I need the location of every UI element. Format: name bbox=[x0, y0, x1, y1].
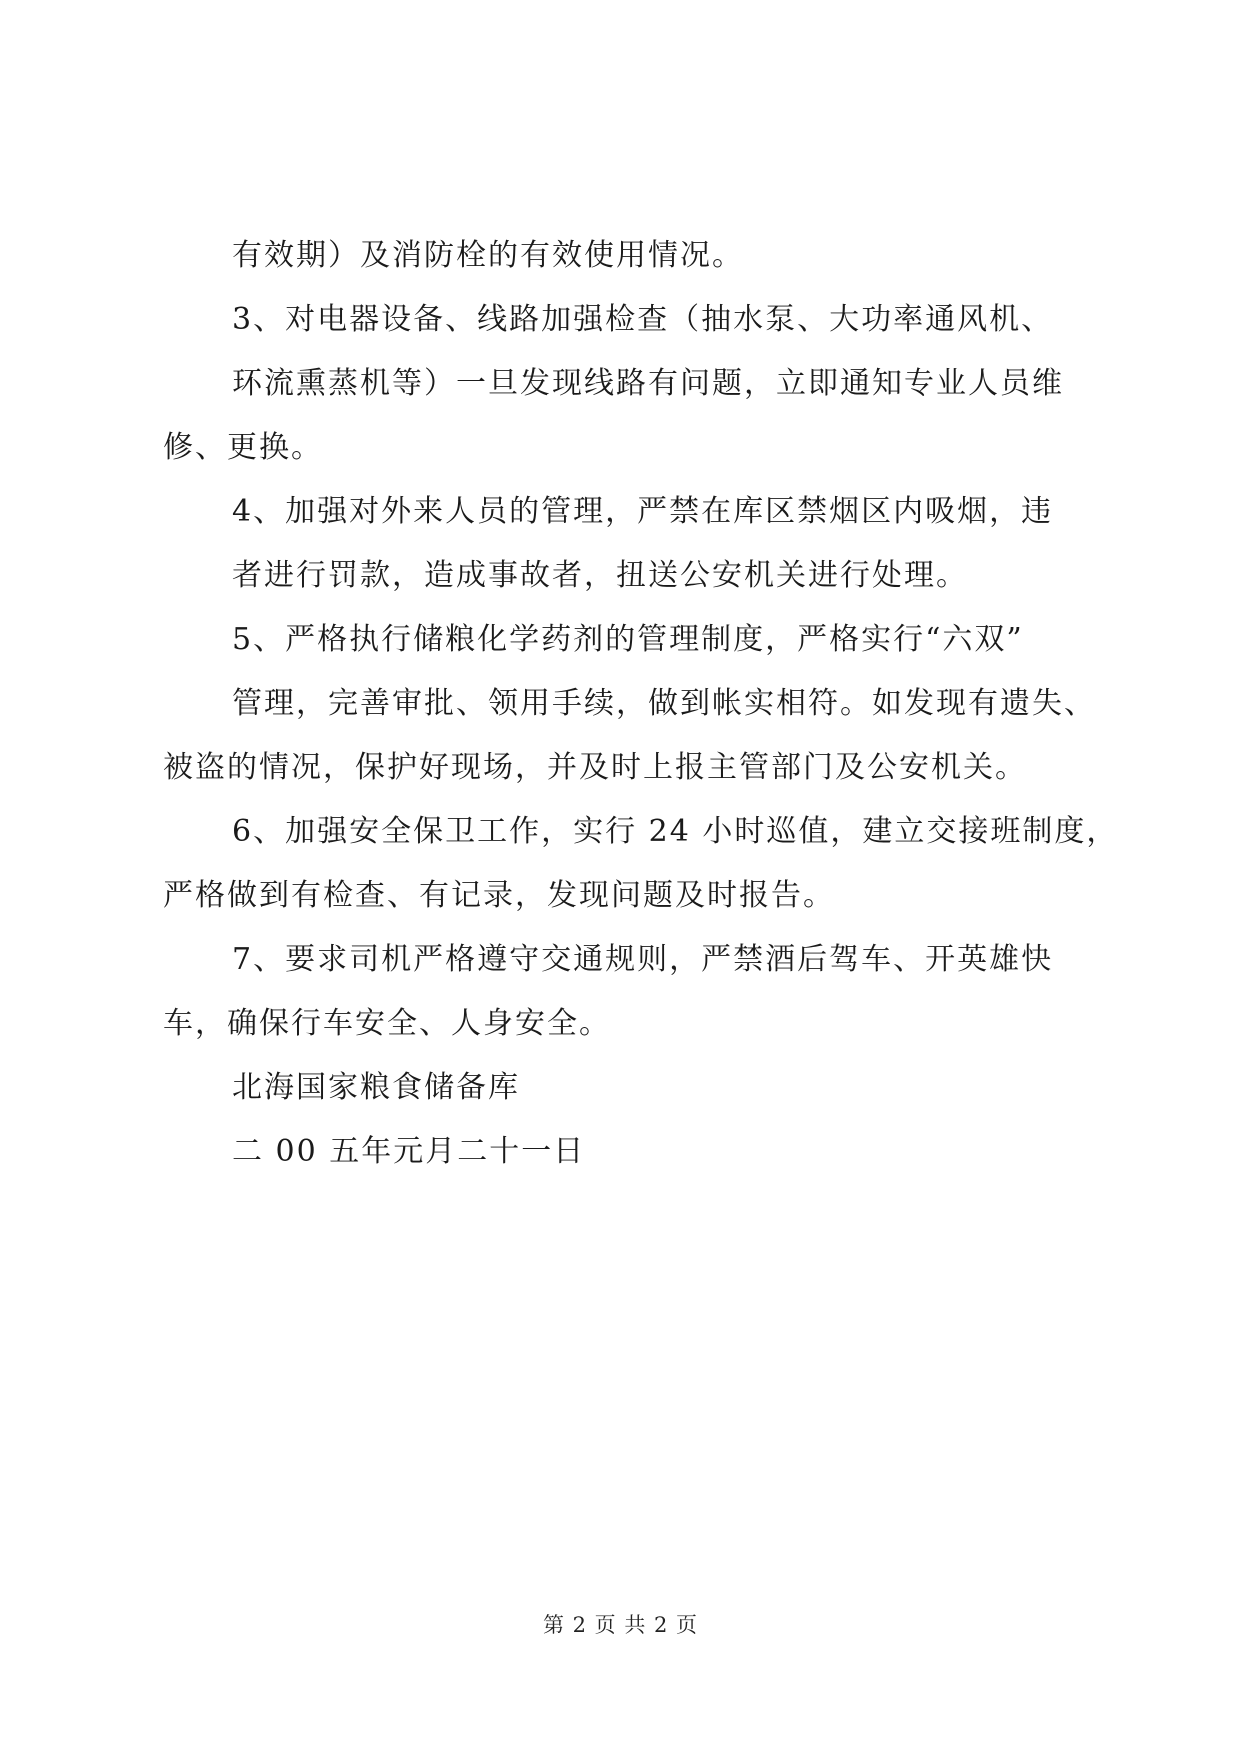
body-line-10: 6、加强安全保卫工作，实行 24 小时巡值，建立交接班制度， bbox=[232, 814, 1119, 849]
signature-date: 二 00 五年元月二十一日 bbox=[232, 1134, 586, 1169]
body-line-5: 4、加强对外来人员的管理，严禁在库区禁烟区内吸烟，违 bbox=[232, 494, 1054, 529]
body-line-8: 管理，完善审批、领用手续，做到帐实相符。如发现有遗失、 bbox=[232, 686, 1096, 721]
body-line-4: 修、更换。 bbox=[163, 430, 323, 465]
body-line-13: 车，确保行车安全、人身安全。 bbox=[163, 1006, 611, 1041]
body-line-7: 5、严格执行储粮化学药剂的管理制度，严格实行“六双” bbox=[232, 622, 1024, 657]
body-line-9: 被盗的情况，保护好现场，并及时上报主管部门及公安机关。 bbox=[163, 750, 1027, 785]
page-footer: 第 2 页 共 2 页 bbox=[542, 1613, 699, 1637]
body-line-3: 环流熏蒸机等）一旦发现线路有问题，立即通知专业人员维 bbox=[232, 366, 1064, 401]
body-line-1: 有效期）及消防栓的有效使用情况。 bbox=[232, 238, 744, 273]
body-line-11: 严格做到有检查、有记录，发现问题及时报告。 bbox=[163, 878, 835, 913]
body-line-6: 者进行罚款，造成事故者，扭送公安机关进行处理。 bbox=[232, 558, 968, 593]
signature-organization: 北海国家粮食储备库 bbox=[232, 1070, 520, 1105]
body-line-2: 3、对电器设备、线路加强检查（抽水泵、大功率通风机、 bbox=[232, 302, 1054, 337]
body-line-12: 7、要求司机严格遵守交通规则，严禁酒后驾车、开英雄快 bbox=[232, 942, 1054, 977]
